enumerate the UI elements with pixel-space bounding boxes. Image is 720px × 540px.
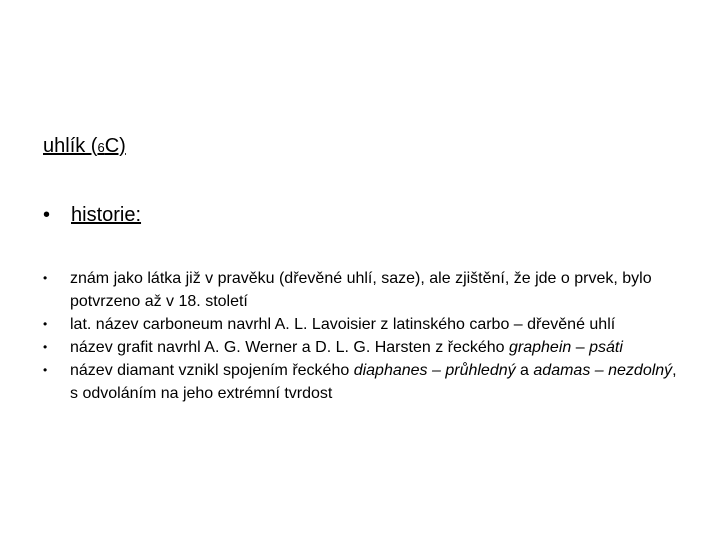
text-segment: znám jako látka již v pravěku (dřevěné uhlí, saze), ale zjištění, že jde o prvek, bylo potvrzeno až v 18. století bbox=[70, 270, 652, 310]
list-item bbox=[43, 313, 683, 336]
list-item bbox=[43, 267, 683, 313]
italic-term: graphein bbox=[509, 339, 572, 356]
list-bullet: • bbox=[43, 363, 48, 377]
text-segment: lat. název carboneum navrhl A. L. Lavoisier z latinského carbo – dřevěné uhlí bbox=[70, 316, 616, 333]
slide-title bbox=[43, 133, 126, 161]
heading-text: historie: bbox=[71, 204, 142, 226]
italic-term: adamas – nezdolný bbox=[533, 362, 673, 379]
text-segment: – bbox=[571, 339, 590, 356]
list-bullet: • bbox=[43, 317, 48, 331]
italic-term: diaphanes – průhledný bbox=[353, 362, 516, 379]
text-segment: název diamant vznikl spojením řeckého bbox=[70, 362, 354, 379]
title-prefix: uhlík ( bbox=[43, 135, 98, 157]
italic-term: psáti bbox=[589, 339, 623, 356]
text-segment: název grafit navrhl A. G. Werner a D. L. G. Harsten z řeckého bbox=[70, 339, 509, 356]
heading-bullet: • bbox=[43, 204, 51, 226]
list-item-text bbox=[70, 316, 615, 333]
list-item-text bbox=[70, 270, 652, 310]
text-segment: a bbox=[515, 362, 534, 379]
list-item-text bbox=[70, 362, 677, 402]
title-suffix: C) bbox=[104, 135, 126, 157]
list-item bbox=[43, 336, 683, 359]
text-segment: , s odvoláním na jeho extrémní tvrdost bbox=[70, 362, 677, 402]
history-list bbox=[43, 267, 683, 405]
section-heading bbox=[43, 202, 141, 228]
list-item-text bbox=[70, 339, 623, 356]
list-bullet: • bbox=[43, 271, 48, 285]
title-subscript: 6 bbox=[97, 140, 105, 155]
list-item bbox=[43, 359, 683, 405]
list-bullet: • bbox=[43, 340, 48, 354]
